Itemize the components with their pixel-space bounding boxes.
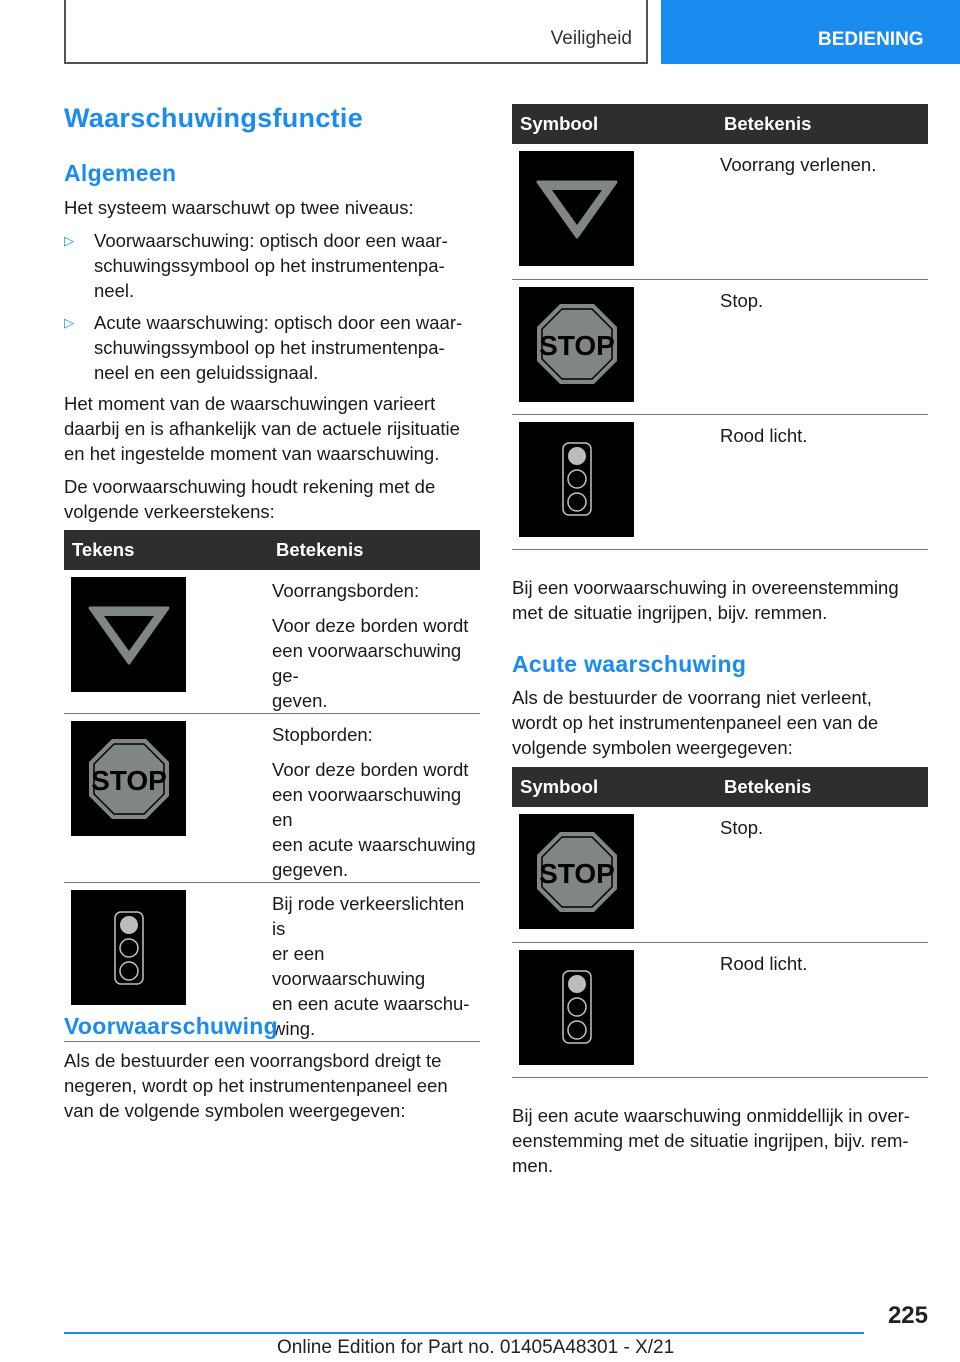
- table-row: [512, 279, 928, 414]
- text-line: Bij een acute waarschuwing onmiddellijk in over-: [512, 1105, 910, 1126]
- text-line: eenstemming met de situatie ingrijpen, bijv. rem-: [512, 1130, 909, 1151]
- text-line: men.: [512, 1155, 554, 1176]
- cell-text: Stopborden:: [272, 724, 373, 745]
- paragraph-moment: [64, 391, 460, 466]
- table-row: [512, 942, 928, 1077]
- text-line: negeren, wordt op het instrumentenpaneel een: [64, 1075, 448, 1096]
- stop-sign-icon: [519, 814, 634, 929]
- cell-text: Stop.: [720, 289, 764, 311]
- bullet-acute: [64, 310, 480, 390]
- column-header-symbool: Symbool: [512, 767, 720, 807]
- stop-sign-icon: [519, 287, 634, 402]
- header-section-label: Veiligheid: [550, 28, 632, 49]
- table-header-row: [512, 104, 928, 144]
- table-row: [512, 144, 928, 279]
- bullet-line: schuwingssymbool op het instrumentenpa-: [94, 337, 445, 358]
- stop-sign-text: STOP: [90, 764, 167, 796]
- text-line: Het moment van de waarschuwingen varieert: [64, 393, 436, 414]
- cell-text: wing.: [272, 1018, 316, 1039]
- header-chapter-tab: BEDIENING: [661, 0, 960, 64]
- text-line: volgende verkeerstekens:: [64, 501, 275, 522]
- cell-text: Rood licht.: [720, 424, 808, 446]
- page-number: 225: [887, 1302, 928, 1329]
- cell-text: Voor deze borden wordt: [272, 615, 469, 636]
- page-title: Waarschuwingsfunctie: [64, 103, 364, 133]
- stop-sign-text: STOP: [538, 330, 615, 361]
- text-line: met de situatie ingrijpen, bijv. remmen.: [512, 602, 828, 623]
- table-tekens: [64, 530, 480, 1042]
- cell-text: Stop.: [720, 817, 764, 838]
- heading-acute-waarschuwing: Acute waarschuwing: [512, 651, 747, 677]
- bullet-line: schuwingssymbool op het instrumentenpa-: [94, 255, 445, 276]
- yield-sign-icon: [71, 577, 186, 692]
- footer-divider: [64, 1332, 864, 1334]
- column-header-symbool: Symbool: [512, 104, 720, 144]
- heading-algemeen: Algemeen: [64, 160, 177, 186]
- text-line: volgende symbolen weergegeven:: [512, 737, 793, 758]
- text-line: van de volgende symbolen weergegeven:: [64, 1100, 406, 1121]
- yield-sign-icon: [519, 151, 634, 266]
- traffic-light-icon: [71, 890, 186, 1005]
- cell-text: en een acute waarschu-: [272, 993, 470, 1014]
- column-header-betekenis: Betekenis: [720, 104, 928, 144]
- table-symbool-acute: [512, 767, 928, 1078]
- traffic-light-icon: [519, 950, 634, 1065]
- table-row: [64, 714, 480, 883]
- bullet-line: neel en een geluidssignaal.: [94, 362, 319, 383]
- paragraph-verkeerstekens: [64, 474, 435, 524]
- table-row: [512, 807, 928, 942]
- stop-sign-text: STOP: [538, 857, 615, 889]
- heading-voorwaarschuwing: Voorwaarschuwing: [64, 1013, 278, 1039]
- bullet-triangle-icon: ▷: [64, 315, 74, 330]
- cell-text: Voor deze borden wordt: [272, 759, 469, 780]
- column-header-tekens: Tekens: [64, 530, 272, 570]
- paragraph-voorwaarschuwing-ingrijpen: [512, 575, 899, 625]
- cell-text: Bij rode verkeerslichten is: [272, 893, 465, 939]
- bullet-triangle-icon: ▷: [64, 233, 74, 248]
- cell-text: geven.: [272, 690, 328, 711]
- intro-text: Het systeem waarschuwt op twee niveaus:: [64, 197, 414, 218]
- text-line: wordt op het instrumentenpaneel een van de: [512, 712, 879, 733]
- table-symbool-voorwaarschuwing: [512, 104, 928, 550]
- table-row: [512, 414, 928, 549]
- paragraph-voorrangsbord: [64, 1048, 448, 1123]
- text-line: Als de bestuurder de voorrang niet verleent,: [512, 687, 872, 708]
- paragraph-voorrang-niet: [512, 685, 878, 760]
- cell-text: gegeven.: [272, 859, 349, 880]
- bullet-line: Acute waarschuwing: optisch door een waar-: [94, 312, 463, 333]
- table-row: [64, 570, 480, 714]
- bullet-line: neel.: [94, 280, 135, 301]
- stop-sign-icon: [71, 721, 186, 836]
- text-line: en het ingestelde moment van waarschuwing.: [64, 443, 440, 464]
- table-header-row: [512, 767, 928, 807]
- cell-text: een acute waarschuwing: [272, 834, 476, 855]
- paragraph-acute-ingrijpen: [512, 1103, 910, 1178]
- column-header-betekenis: Betekenis: [272, 530, 480, 570]
- cell-text: een voorwaarschuwing ge-: [272, 640, 462, 686]
- footer-edition: Online Edition for Part no. 01405A48301 - X/21: [277, 1337, 675, 1358]
- column-header-betekenis: Betekenis: [720, 767, 928, 807]
- text-line: daarbij en is afhankelijk van de actuele rijsituatie: [64, 418, 460, 439]
- text-line: Als de bestuurder een voorrangsbord dreigt te: [64, 1050, 442, 1071]
- traffic-light-icon: [519, 422, 634, 537]
- bullet-line: Voorwaarschuwing: optisch door een waar-: [94, 230, 448, 251]
- cell-text: Rood licht.: [720, 952, 808, 974]
- bullet-voorwaarschuwing: [64, 228, 480, 308]
- cell-text: Voorrangsborden:: [272, 580, 420, 601]
- text-line: Bij een voorwaarschuwing in overeenstemming: [512, 577, 899, 598]
- cell-text: Voorrang verlenen.: [720, 154, 877, 175]
- header-section-box: [64, 0, 648, 64]
- cell-text: een voorwaarschuwing en: [272, 784, 462, 830]
- table-header-row: [64, 530, 480, 570]
- text-line: De voorwaarschuwing houdt rekening met de: [64, 476, 436, 497]
- cell-text: er een voorwaarschuwing: [272, 943, 426, 989]
